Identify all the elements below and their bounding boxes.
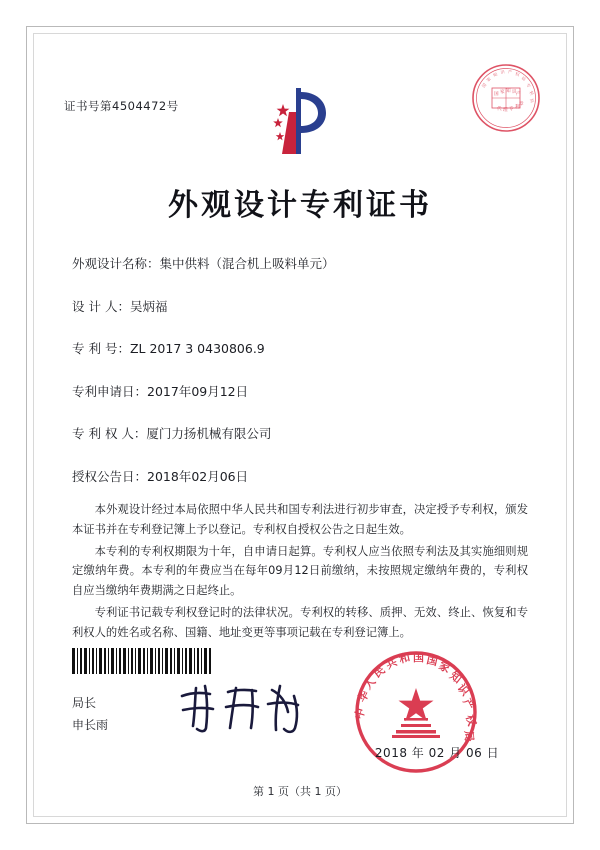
svg-text:理: 理 xyxy=(503,108,508,113)
body-paragraph: 本外观设计经过本局依照中华人民共和国专利法进行初步审查，决定授予专利权，颁发本证书并在专利登记簿上予以登记。专利权自授权公告之日起生效。 xyxy=(72,503,528,536)
field-value: 集中供料（混合机上吸料单元） xyxy=(159,256,335,271)
field-row xyxy=(72,468,532,486)
page-footer: 第 1 页（共 1 页） xyxy=(253,785,347,798)
director-name: 申长雨 xyxy=(72,718,109,733)
svg-text:华: 华 xyxy=(355,688,372,705)
field-label: 专 利 号： xyxy=(72,341,130,356)
page-title: 外观设计专利证书 xyxy=(168,188,432,223)
svg-text:共: 共 xyxy=(383,655,400,672)
field-row xyxy=(72,383,532,401)
svg-text:识: 识 xyxy=(512,90,517,95)
field-row xyxy=(72,340,532,358)
svg-text:专: 专 xyxy=(509,107,514,112)
svg-text:权: 权 xyxy=(463,713,479,728)
svg-text:知: 知 xyxy=(492,71,499,78)
svg-text:民: 民 xyxy=(370,663,388,681)
field-row xyxy=(72,298,532,316)
field-value: 吴炳福 xyxy=(129,298,168,314)
svg-text:识: 识 xyxy=(500,69,506,75)
body-text xyxy=(72,500,528,644)
field-value: 2017年09月12日 xyxy=(147,383,249,399)
field-value: 2018年02月06日 xyxy=(147,468,249,484)
svg-text:国: 国 xyxy=(425,653,439,669)
svg-text:家: 家 xyxy=(485,76,492,83)
svg-text:产: 产 xyxy=(508,69,513,74)
svg-text:中: 中 xyxy=(352,706,368,721)
patent-office-round-seal xyxy=(470,62,542,134)
svg-text:权: 权 xyxy=(514,71,521,78)
field-value: ZL 2017 3 0430806.9 xyxy=(129,341,265,356)
body-paragraph: 专利证书记载专利权登记时的法律状况。专利权的转移、质押、无效、终止、恢复和专利权人的姓名或名称、国籍、地址变更等事项记载在专利登记簿上。 xyxy=(72,605,528,639)
svg-text:知: 知 xyxy=(506,89,511,94)
seal-date: 2018 年 02 月 06 日 xyxy=(374,746,500,760)
field-row xyxy=(72,255,532,273)
director-block xyxy=(72,692,108,736)
field-label: 专 利 权 人： xyxy=(72,426,147,441)
svg-text:国: 国 xyxy=(413,651,424,664)
svg-text:局: 局 xyxy=(520,75,527,82)
field-label: 设 计 人： xyxy=(72,298,130,314)
field-label: 外观设计名称： xyxy=(72,256,160,271)
svg-text:利: 利 xyxy=(515,105,520,110)
svg-text:家: 家 xyxy=(436,659,453,676)
field-label: 授权公告日： xyxy=(72,468,148,484)
svg-text:产: 产 xyxy=(516,92,521,97)
svg-text:章: 章 xyxy=(519,102,524,107)
field-value: 厦门力扬机械有限公司 xyxy=(146,426,272,441)
svg-text:专: 专 xyxy=(525,82,532,89)
director-signature xyxy=(176,682,306,737)
svg-text:利: 利 xyxy=(528,89,535,97)
svg-text:产: 产 xyxy=(460,696,477,713)
svg-text:局: 局 xyxy=(529,97,536,104)
field-label: 专利申请日： xyxy=(72,383,148,399)
svg-text:识: 识 xyxy=(454,681,472,699)
svg-text:国: 国 xyxy=(494,92,499,97)
svg-text:知: 知 xyxy=(447,669,464,687)
svg-text:局: 局 xyxy=(462,730,476,743)
cnipa-logo xyxy=(262,82,342,162)
svg-text:人: 人 xyxy=(361,675,379,692)
svg-text:家: 家 xyxy=(500,90,505,95)
svg-text:国: 国 xyxy=(480,82,488,89)
director-label: 局长 xyxy=(72,696,97,710)
svg-text:代: 代 xyxy=(497,107,502,112)
certificate-number: 证书号第4504472号 xyxy=(64,99,179,113)
field-list xyxy=(72,255,532,510)
field-row xyxy=(72,425,532,443)
barcode xyxy=(72,648,212,674)
body-paragraph: 本专利的专利权期限为十年，自申请日起算。专利权人应当依照专利法及其实施细则规定缴纳年费。本专利的年费应当在每年09月12日前缴纳，未按照规定缴纳年费的，专利权自应当缴纳年费期满之日起终止。 xyxy=(72,544,528,598)
svg-text:和: 和 xyxy=(397,650,412,666)
